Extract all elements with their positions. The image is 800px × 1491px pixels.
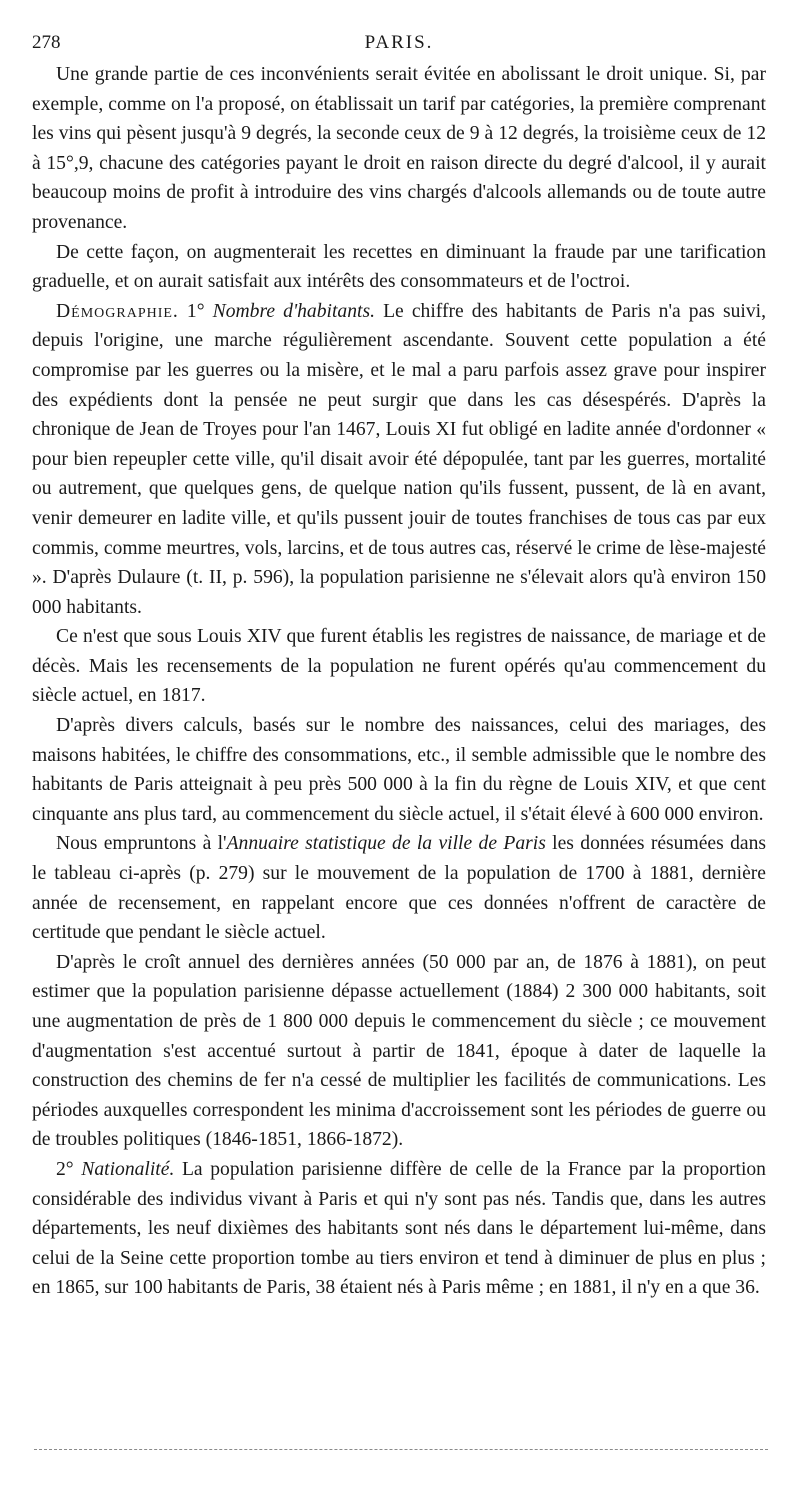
bottom-rule	[34, 1449, 768, 1450]
subsection-number: 1°	[186, 300, 205, 322]
publication-title: Annuaire statistique de la ville de Paris	[226, 833, 546, 855]
paragraph-7: D'après le croît annuel des dernières années (50 000 par an, de 1876 à 1881), on peut estimer que la population parisienne dépasse actuellement (1884) 2 300 000 habitants, soit une augmentation de près de 1 800 000 depuis le commencement du siècle ; ce mouvement d'augmentation s'est accentué surtout à partir de 1841, époque à dater de laquelle la construction des chemins de fer n'a cessé de multiplier les facilités de communications. Les périodes auxquelles correspondent les minima d'accroissement sont les périodes de guerre ou de troubles politiques (1846-1851, 1866-1872).	[32, 951, 766, 1151]
paragraph-nationalite	[32, 1155, 766, 1303]
paragraph-text-before: Nous empruntons à l'	[56, 833, 227, 855]
book-page	[32, 26, 766, 1303]
running-head	[32, 26, 766, 52]
paragraph-text: Le chiffre des habitants de Paris n'a pas suivi, depuis l'origine, une marche régulièrement ascendante. Souvent cette population a été compromise par les guerres ou la misère, et le mal a paru parfois assez grave pour inspirer des expédients dont la pensée ne peut surgir que dans les cas désespérés. D'après la chronique de Jean de Troyes pour l'an 1467, Louis XI fut obligé en ladite année d'ordonner « pour bien repeupler cette ville, qu'il disait avoir été dépopulée, tant par les guerres, mortalité ou autrement, que quelques gens, de quelque nation qu'ils fussent, pussent, de là en avant, venir demeurer en ladite ville, et qu'ils pussent jouir de toutes franchises de tous cas par eux commis, comme meurtres, vols, larcins, et de tous autres cas, réservé le crime de lèse-majesté ». D'après Dulaure (t. II, p. 596), la population parisienne ne s'élevait alors qu'à environ 150 000 habitants.	[32, 300, 766, 618]
body-text	[32, 60, 766, 1303]
page-number: 278	[32, 32, 61, 53]
paragraph-demographie	[32, 297, 766, 623]
subsection-number: 2°	[56, 1158, 74, 1180]
paragraph-text-after: les données résumées dans le tableau ci-après (p. 279) sur le mouvement de la population de 1700 à 1881, dernière année de recensement, en rappelant encore que ces données n'offrent de caractère de certitude que pendant le siècle actuel.	[32, 833, 766, 944]
section-heading-demographie: Démographie.	[56, 300, 179, 322]
paragraph-4: Ce n'est que sous Louis XIV que furent établis les registres de naissance, de mariage et de décès. Mais les recensements de la population ne furent opérés qu'au commencement du siècle actuel, en 1817.	[32, 626, 766, 707]
subsection-title: Nationalité.	[81, 1158, 175, 1180]
running-title: PARIS.	[364, 32, 434, 53]
subsection-title: Nombre d'habitants.	[212, 300, 375, 322]
paragraph-5: D'après divers calculs, basés sur le nombre des naissances, celui des mariages, des maisons habitées, le chiffre des consommations, etc., il semble admissible que le nombre des habitants de Paris atteignait à peu près 500 000 à la fin du règne de Louis XIV, et que cent cinquante ans plus tard, au commencement du siècle actuel, il s'était élevé à 600 000 environ.	[32, 715, 766, 825]
paragraph-text: La population parisienne diffère de celle de la France par la proportion considérable des individus vivant à Paris et qui n'y sont pas nés. Tandis que, dans les autres départements, les neuf dixièmes des habitants sont nés dans le département lui-même, dans celui de la Seine cette proportion tombe au tiers environ et tend à diminuer de plus en plus ; en 1865, sur 100 habitants de Paris, 38 étaient nés à Paris même ; en 1881, il n'y en a que 36.	[32, 1158, 766, 1299]
paragraph-6	[32, 829, 766, 947]
paragraph-2: De cette façon, on augmenterait les recettes en diminuant la fraude par une tarification graduelle, et on aurait satisfait aux intérêts des consommateurs et de l'octroi.	[32, 241, 766, 293]
paragraph-1: Une grande partie de ces inconvénients serait évitée en abolissant le droit unique. Si, par exemple, comme on l'a proposé, on établissait un tarif par catégories, la première comprenant les vins qui pèsent jusqu'à 9 degrés, la seconde ceux de 9 à 12 degrés, la troisième ceux de 12 à 15°,9, chacune des catégories payant le droit en raison directe du degré d'alcool, il y aurait beaucoup moins de profit à introduire des vins chargés d'alcools allemands ou de toute autre provenance.	[32, 64, 766, 233]
